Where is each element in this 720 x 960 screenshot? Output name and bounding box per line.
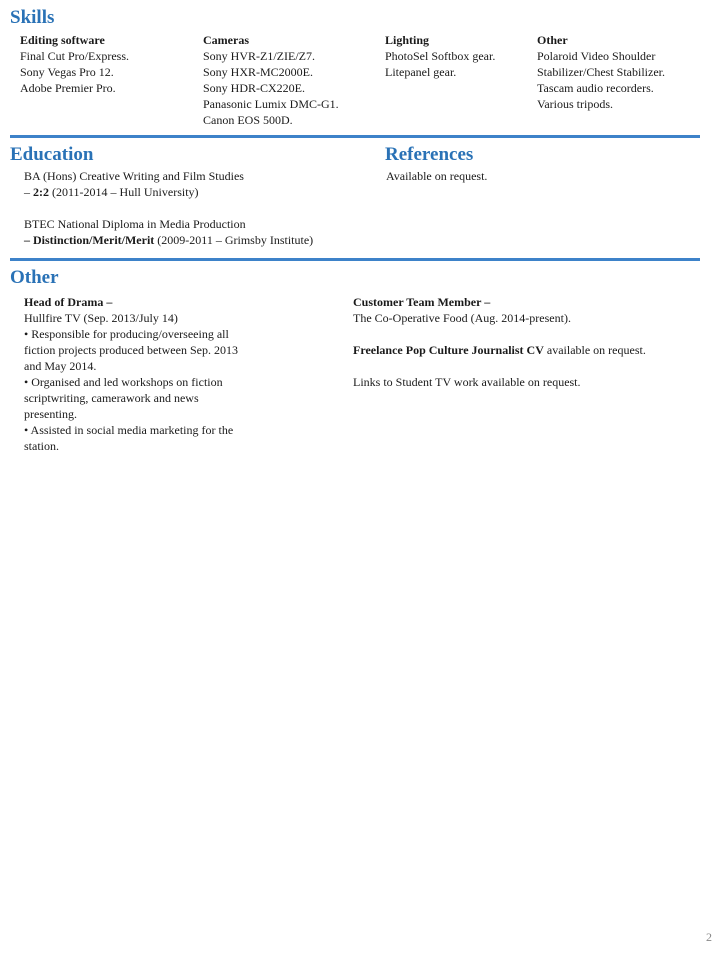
role-org: The Co-Operative Food (Aug. 2014-present). xyxy=(353,311,571,325)
skills-column-title: Editing software xyxy=(20,33,105,47)
education-entry-detail xyxy=(24,184,384,200)
skill-item: Final Cut Pro/Express. xyxy=(20,49,130,63)
skill-item: Sony HVR-Z1/ZIE/Z7. xyxy=(203,49,315,63)
skill-item: Adobe Premier Pro. xyxy=(20,81,116,95)
skill-item: Sony HXR-MC2000E. xyxy=(203,65,314,79)
skills-column-title: Cameras xyxy=(203,33,249,47)
other-left-column xyxy=(24,294,284,454)
bullet-item xyxy=(24,326,284,374)
bullet-line: scriptwriting, camerawork and news xyxy=(24,391,199,405)
education-list xyxy=(24,168,384,248)
skill-item: Litepanel gear. xyxy=(385,65,457,79)
skills-column-title: Other xyxy=(537,33,568,47)
education-entry-title: BA (Hons) Creative Writing and Film Studies xyxy=(24,169,244,183)
education-heading: Education xyxy=(10,144,94,165)
skill-item: Canon EOS 500D. xyxy=(203,113,293,127)
role-title: Head of Drama – xyxy=(24,295,113,309)
skills-column-lighting xyxy=(385,32,495,80)
bullet-item xyxy=(24,422,284,454)
skill-item: Sony Vegas Pro 12. xyxy=(20,65,114,79)
page-number: 2 xyxy=(706,930,712,944)
bullet-line: • Responsible for producing/overseeing all xyxy=(24,327,229,341)
skill-item: Tascam audio recorders. xyxy=(537,81,654,95)
role-org: Hullfire TV (Sep. 2013/July 14) xyxy=(24,311,178,325)
bullet-line: and May 2014. xyxy=(24,359,97,373)
role-title: Customer Team Member – xyxy=(353,295,491,309)
skills-column-other xyxy=(537,32,665,112)
education-dates: (2009-2011 – Grimsby Institute) xyxy=(154,233,314,247)
skill-item: Polaroid Video Shoulder xyxy=(537,49,656,63)
bullet-line: • Assisted in social media marketing for the xyxy=(24,423,234,437)
skills-column-cameras xyxy=(203,32,339,128)
skills-column-title: Lighting xyxy=(385,33,430,47)
skill-item: Panasonic Lumix DMC-G1. xyxy=(203,97,339,111)
dash: – xyxy=(24,185,33,199)
skill-item: Sony HDR-CX220E. xyxy=(203,81,306,95)
grade: – Distinction/Merit/Merit xyxy=(24,233,155,247)
skill-item: Stabilizer/Chest Stabilizer. xyxy=(537,65,665,79)
bullet-line: presenting. xyxy=(24,407,77,421)
education-dates: (2011-2014 – Hull University) xyxy=(49,185,199,199)
freelance-line xyxy=(353,342,703,358)
freelance-note: available on request. xyxy=(543,343,646,357)
bullet-line: fiction projects produced between Sep. 2013 xyxy=(24,343,238,357)
skill-item: Various tripods. xyxy=(537,97,613,111)
education-entry-title: BTEC National Diploma in Media Production xyxy=(24,217,246,231)
section-divider xyxy=(10,258,700,261)
bullet-item xyxy=(24,374,284,422)
other-heading: Other xyxy=(10,267,59,288)
skills-heading: Skills xyxy=(10,7,55,28)
education-entry-detail xyxy=(24,232,384,248)
links-note: Links to Student TV work available on request. xyxy=(353,375,581,389)
references-heading: References xyxy=(385,144,474,165)
skills-column-editing xyxy=(20,32,129,96)
bullet-line: station. xyxy=(24,439,59,453)
section-divider xyxy=(10,135,700,138)
freelance-title: Freelance Pop Culture Journalist CV xyxy=(353,343,544,357)
other-right-column xyxy=(353,294,703,390)
skill-item: PhotoSel Softbox gear. xyxy=(385,49,496,63)
grade: 2:2 xyxy=(33,185,49,199)
references-text: Available on request. xyxy=(386,169,488,183)
bullet-line: • Organised and led workshops on fiction xyxy=(24,375,223,389)
